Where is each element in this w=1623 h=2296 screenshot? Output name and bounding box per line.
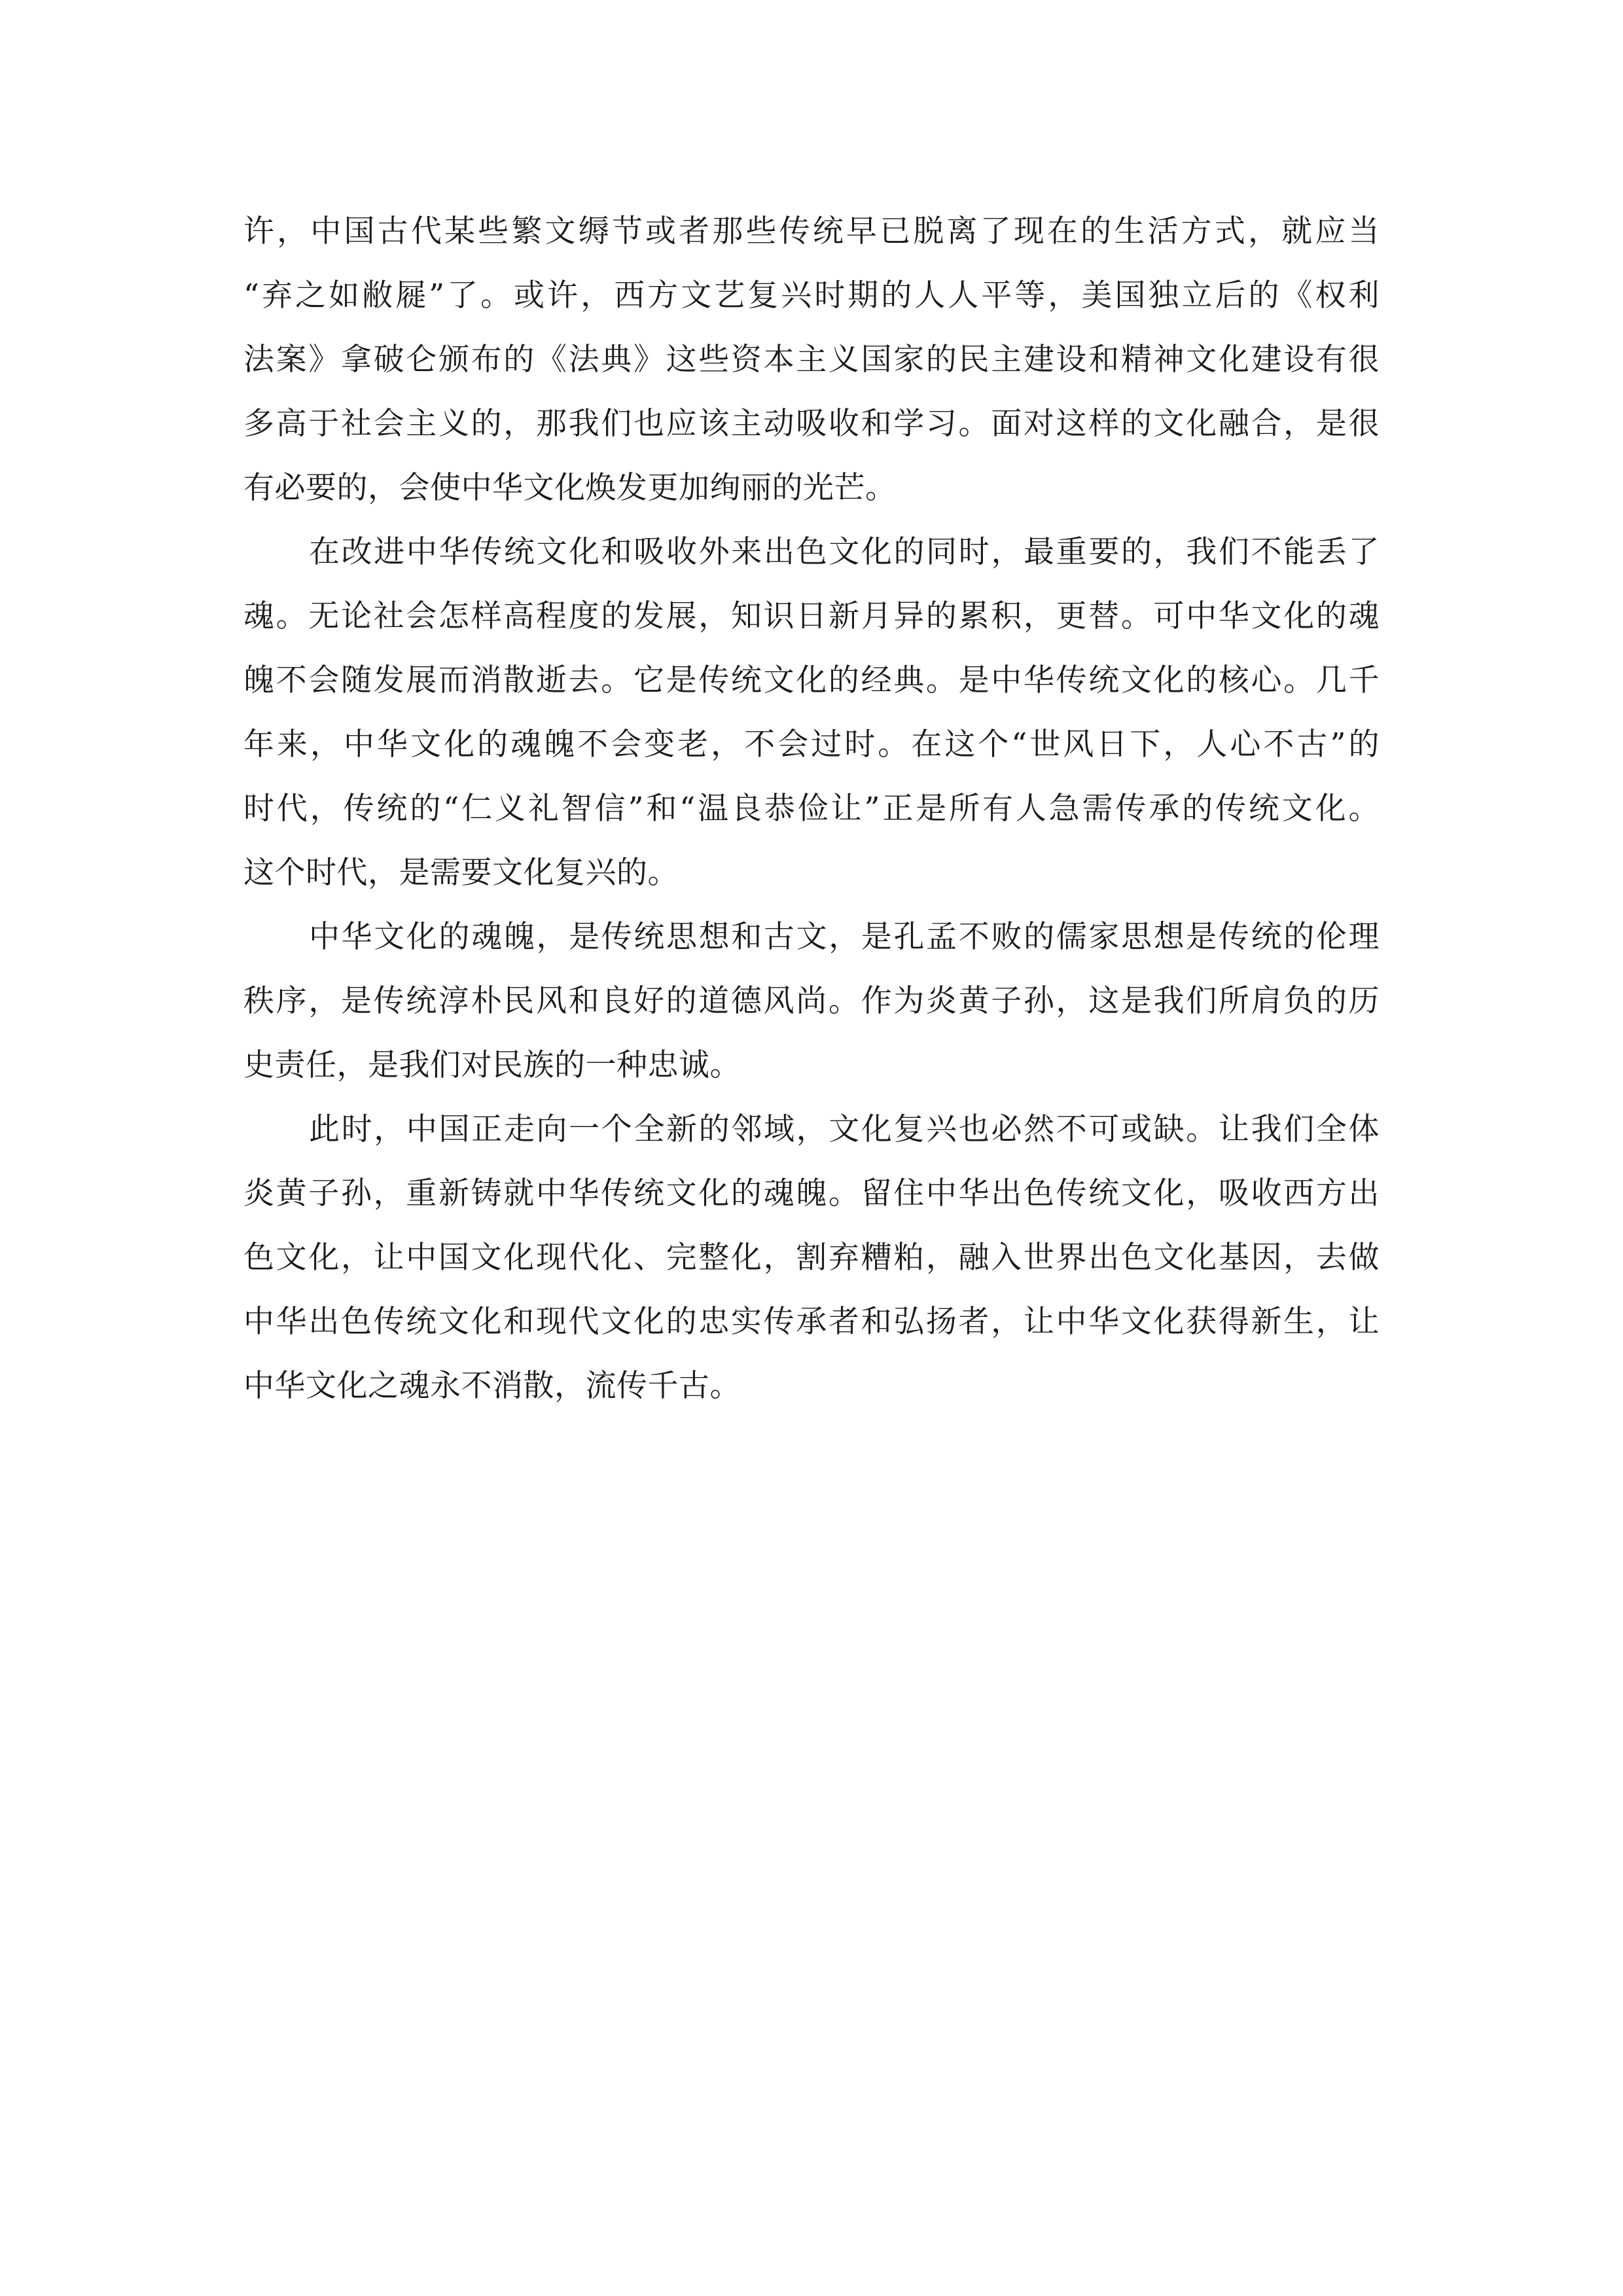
text-line: 魂。无论社会怎样高程度的发展，知识日新月异的累积，更替。可中华文化的魂 (243, 598, 1380, 634)
text-line: “弃之如敝屣”了。或许，西方文艺复兴时期的人人平等，美国独立后的《权利 (243, 278, 1380, 314)
text-line: 这个时代，是需要文化复兴的。 (243, 855, 679, 891)
document-body (243, 200, 1380, 1418)
text-line: 法案》拿破仑颁布的《法典》这些资本主义国家的民主建设和精神文化建设有很 (243, 342, 1380, 378)
text-line: 炎黄子孙，重新铸就中华传统文化的魂魄。留住中华出色传统文化，吸收西方出 (243, 1175, 1380, 1211)
text-line: 时代，传统的“仁义礼智信”和“温良恭俭让”正是所有人急需传承的传统文化。 (243, 791, 1380, 827)
text-line: 中华文化之魂永不消散，流传千古。 (243, 1368, 741, 1404)
text-line: 许，中国古代某些繁文缛节或者那些传统早已脱离了现在的生活方式，就应当 (243, 213, 1380, 249)
text-line: 魄不会随发展而消散逝去。它是传统文化的经典。是中华传统文化的核心。几千 (243, 662, 1380, 698)
text-line: 色文化，让中国文化现代化、完整化，割弃糟粕，融入世界出色文化基因，去做 (243, 1240, 1380, 1276)
text-line: 中华出色传统文化和现代文化的忠实传承者和弘扬者，让中华文化获得新生，让 (243, 1304, 1380, 1340)
paragraph-4 (243, 1098, 1380, 1418)
paragraph-3 (243, 905, 1380, 1098)
text-line: 在改进中华传统文化和吸收外来出色文化的同时，最重要的，我们不能丢了 (309, 534, 1380, 570)
text-line: 多高于社会主义的，那我们也应该主动吸收和学习。面对这样的文化融合，是很 (243, 406, 1380, 442)
text-line: 秩序，是传统淳朴民风和良好的道德风尚。作为炎黄子孙，这是我们所肩负的历 (243, 983, 1380, 1019)
text-line: 史责任，是我们对民族的一种忠诚。 (243, 1047, 741, 1083)
paragraph-2 (243, 520, 1380, 905)
paragraph-1 (243, 200, 1380, 520)
text-line: 有必要的，会使中华文化焕发更加绚丽的光芒。 (243, 470, 897, 506)
text-line: 中华文化的魂魄，是传统思想和古文，是孔孟不败的儒家思想是传统的伦理 (309, 919, 1380, 955)
text-line: 年来，中华文化的魂魄不会变老，不会过时。在这个“世风日下，人心不古”的 (243, 726, 1380, 762)
text-line: 此时，中国正走向一个全新的邻域，文化复兴也必然不可或缺。让我们全体 (309, 1111, 1380, 1147)
